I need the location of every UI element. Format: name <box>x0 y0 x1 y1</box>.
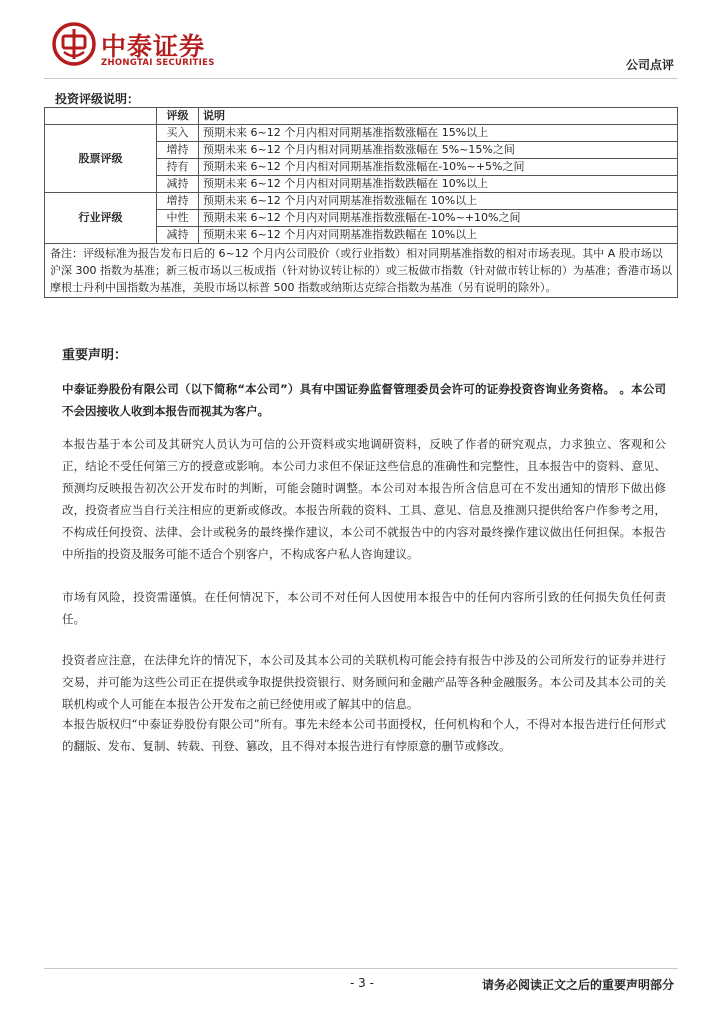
grade-cell: 减持 <box>157 176 199 193</box>
page-header <box>0 0 724 80</box>
zhongtai-logo-icon <box>52 22 96 66</box>
desc-cell: 预期未来 6~12 个月内对同期基准指数涨幅在 10%以上 <box>199 193 678 210</box>
logo-chinese-name: 中泰证券 <box>101 32 206 61</box>
desc-cell: 预期未来 6~12 个月内相对同期基准指数涨幅在-10%~+5%之间 <box>199 159 678 176</box>
disclaimer-title: 重要声明： <box>62 348 128 363</box>
rating-note: 备注：评级标准为报告发布日后的 6~12 个月内公司股价（或行业指数）相对同期基准指数的相对市场表现。其中 A 股市场以沪深 300 指数为基准；新三板市场以三板成指（针对协议转让标的）或三板做市指数（针对做市转让标的）为基准；香港市场以摩根士丹利中国指数为基准，美股市场以标普 500 指数或纳斯达克综合指数为基准（另有说明的除外）。 <box>45 244 678 298</box>
grade-cell: 增持 <box>157 193 199 210</box>
desc-cell: 预期未来 6~12 个月内对同期基准指数跌幅在 10%以上 <box>199 227 678 244</box>
disclaimer-paragraph-2: 市场有风险，投资需谨慎。在任何情况下，本公司不对任何人因使用本报告中的任何内容所引致的任何损失负任何责任。 <box>62 590 666 626</box>
grade-cell: 中性 <box>157 210 199 227</box>
desc-cell: 预期未来 6~12 个月内相对同期基准指数涨幅在 15%以上 <box>199 125 678 142</box>
rating-section-title: 投资评级说明： <box>55 92 140 106</box>
table-header-row <box>45 108 678 125</box>
disclaimer-bold-paragraph: 中泰证券股份有限公司（以下简称“本公司”）具有中国证券监督管理委员会许可的证券投资咨询业务资格。 。本公司不会因接收人收到本报告而视其为客户。 <box>62 382 666 418</box>
disclaimer-paragraph-1: 本报告基于本公司及其研究人员认为可信的公开资料或实地调研资料，反映了作者的研究观点，力求独立、客观和公正，结论不受任何第三方的授意或影响。本公司力求但不保证这些信息的准确性和完整性，且本报告中的资料、意见、预测均反映报告初次公开发布时的判断，可能会随时调整。本公司对本报告所含信息可在不发出通知的情形下做出修改，投资者应当自行关注相应的更新或修改。本报告所载的资料、工具、意见、信息及推测只提供给客户作参考之用，不构成任何投资、法律、会计或税务的最终操作建议，本公司不就报告中的内容对最终操作建议做出任何担保。本报告中所指的投资及服务可能不适合个别客户，不构成客户私人咨询建议。 <box>62 437 666 561</box>
desc-cell: 预期未来 6~12 个月内相对同期基准指数涨幅在 5%~15%之间 <box>199 142 678 159</box>
desc-cell: 预期未来 6~12 个月内对同期基准指数涨幅在-10%~+10%之间 <box>199 210 678 227</box>
rating-table <box>44 107 678 298</box>
logo-english-name: ZHONGTAI SECURITIES <box>101 58 215 68</box>
footer-notice: 请务必阅读正文之后的重要声明部分 <box>481 978 674 992</box>
stock-rating-label: 股票评级 <box>45 125 157 193</box>
disclaimer-paragraph-4: 本报告版权归“中泰证券股份有限公司”所有。事先未经本公司书面授权，任何机构和个人，不得对本报告进行任何形式的翻版、发布、复制、转载、刊登、篡改，且不得对本报告进行有悖原意的删节或修改。 <box>62 717 666 753</box>
desc-cell: 预期未来 6~12 个月内相对同期基准指数跌幅在 10%以上 <box>199 176 678 193</box>
table-row <box>45 125 678 142</box>
page-number: - 3 - <box>350 976 374 990</box>
report-type-label: 公司点评 <box>625 58 674 72</box>
industry-rating-label: 行业评级 <box>45 193 157 244</box>
grade-cell: 买入 <box>157 125 199 142</box>
disclaimer-paragraph-3: 投资者应注意，在法律允许的情况下，本公司及其本公司的关联机构可能会持有报告中涉及的公司所发行的证券并进行交易，并可能为这些公司正在提供或争取提供投资银行、财务顾问和金融产品等各种金融服务。本公司及其本公司的关联机构或个人可能在本报告公开发布之前已经使用或了解其中的信息。 <box>62 653 666 711</box>
table-row <box>45 193 678 210</box>
grade-cell: 减持 <box>157 227 199 244</box>
grade-cell: 增持 <box>157 142 199 159</box>
grade-cell: 持有 <box>157 159 199 176</box>
table-header-blank <box>45 108 157 125</box>
table-header-grade: 评级 <box>157 108 199 125</box>
table-header-desc: 说明 <box>199 108 678 125</box>
footer-divider <box>44 968 678 969</box>
table-note-row <box>45 244 678 298</box>
header-divider <box>44 78 678 79</box>
